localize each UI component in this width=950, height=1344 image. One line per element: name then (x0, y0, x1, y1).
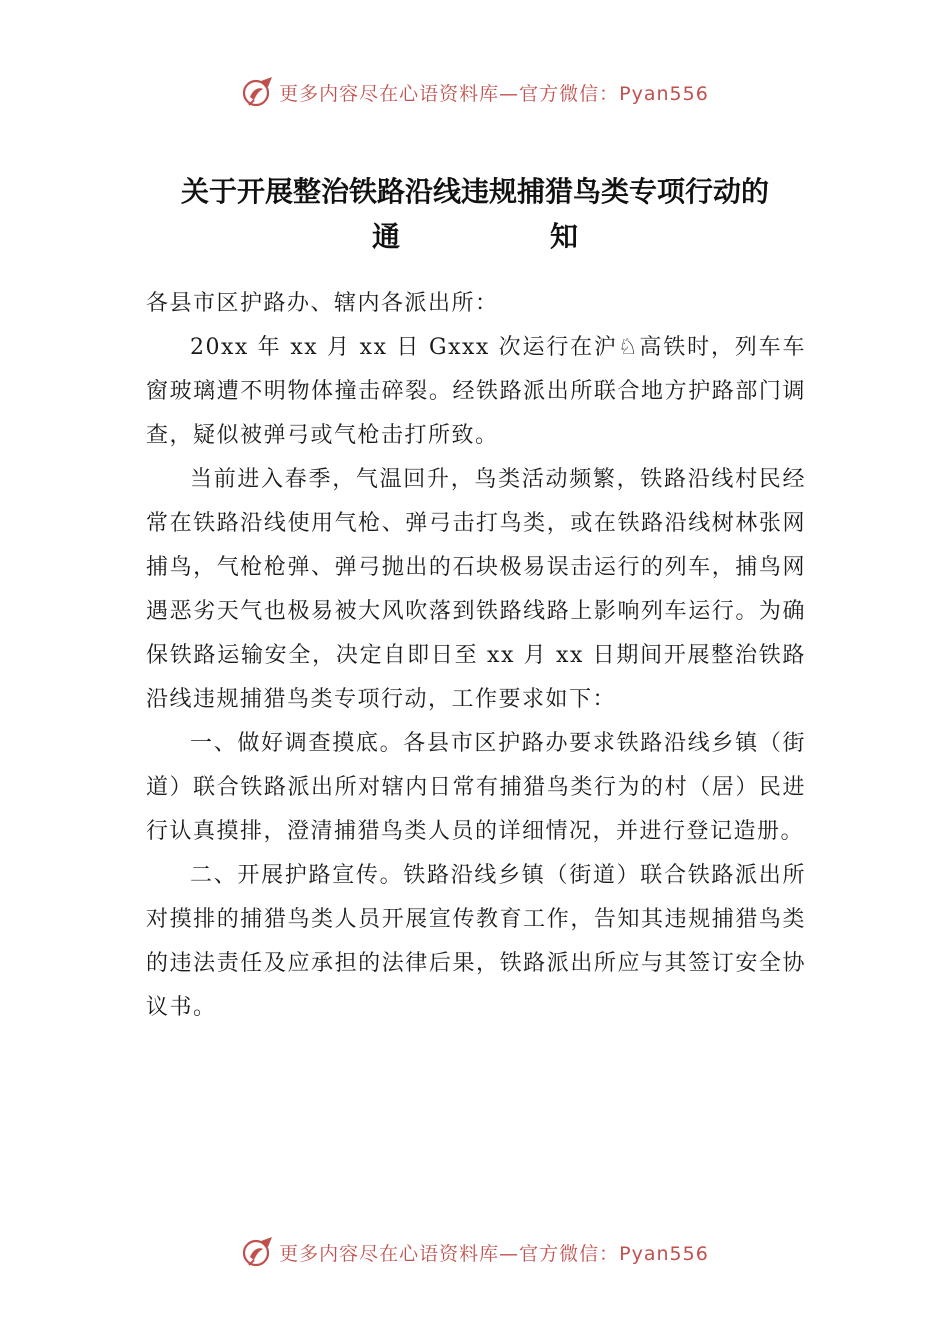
paragraph-incident: 20xx 年 xx 月 xx 日 Gxxx 次运行在沪♘高铁时，列车车窗玻璃遭不明物体撞击碎裂。经铁路派出所联合地方护路部门调查，疑似被弹弓或气枪击打所致。 (146, 335, 806, 448)
document-title-line-1: 关于开展整治铁路沿线违规捕猎鸟类专项行动的 (180, 175, 769, 208)
footer-watermark-banner (0, 1232, 950, 1272)
document-body (146, 282, 806, 1030)
quill-heart-logo-icon (241, 75, 275, 109)
title-char-zhi: 知 (550, 220, 579, 253)
paragraph-requirement-2: 二、开展护路宣传。铁路沿线乡镇（街道）联合铁路派出所对摸排的捕猎鸟类人员开展宣传教育工作，告知其违规捕猎鸟类的违法责任及应承担的法律后果，铁路派出所应与其签订安全协议书。 (146, 863, 806, 1020)
watermark-text: 更多内容尽在心语资料库—官方微信：Pyan556 (279, 1242, 709, 1265)
paragraph-background: 当前进入春季，气温回升，鸟类活动频繁，铁路沿线村民经常在铁路沿线使用气枪、弹弓击打鸟类，或在铁路沿线树林张网捕鸟，气枪枪弹、弹弓抛出的石块极易误击运行的列车，捕鸟网遇恶劣天气也极易被大风吹落到铁路线路上影响列车运行。为确保铁路运输安全，决定自即日至 xx 月 xx 日期间开展整治铁路沿线违规捕猎鸟类专项行动，工作要求如下： (146, 467, 806, 712)
title-char-tong: 通 (371, 220, 400, 253)
paragraph-requirement-1: 一、做好调查摸底。各县市区护路办要求铁路沿线乡镇（街道）联合铁路派出所对辖内日常有捕猎鸟类行为的村（居）民进行认真摸排，澄清捕猎鸟类人员的详细情况，并进行登记造册。 (146, 731, 806, 844)
header-watermark-banner (0, 72, 950, 112)
document-title-line-2 (0, 215, 950, 255)
salutation: 各县市区护路办、辖内各派出所： (146, 291, 499, 316)
watermark-text: 更多内容尽在心语资料库—官方微信：Pyan556 (279, 82, 709, 105)
quill-heart-logo-icon (241, 1235, 275, 1269)
